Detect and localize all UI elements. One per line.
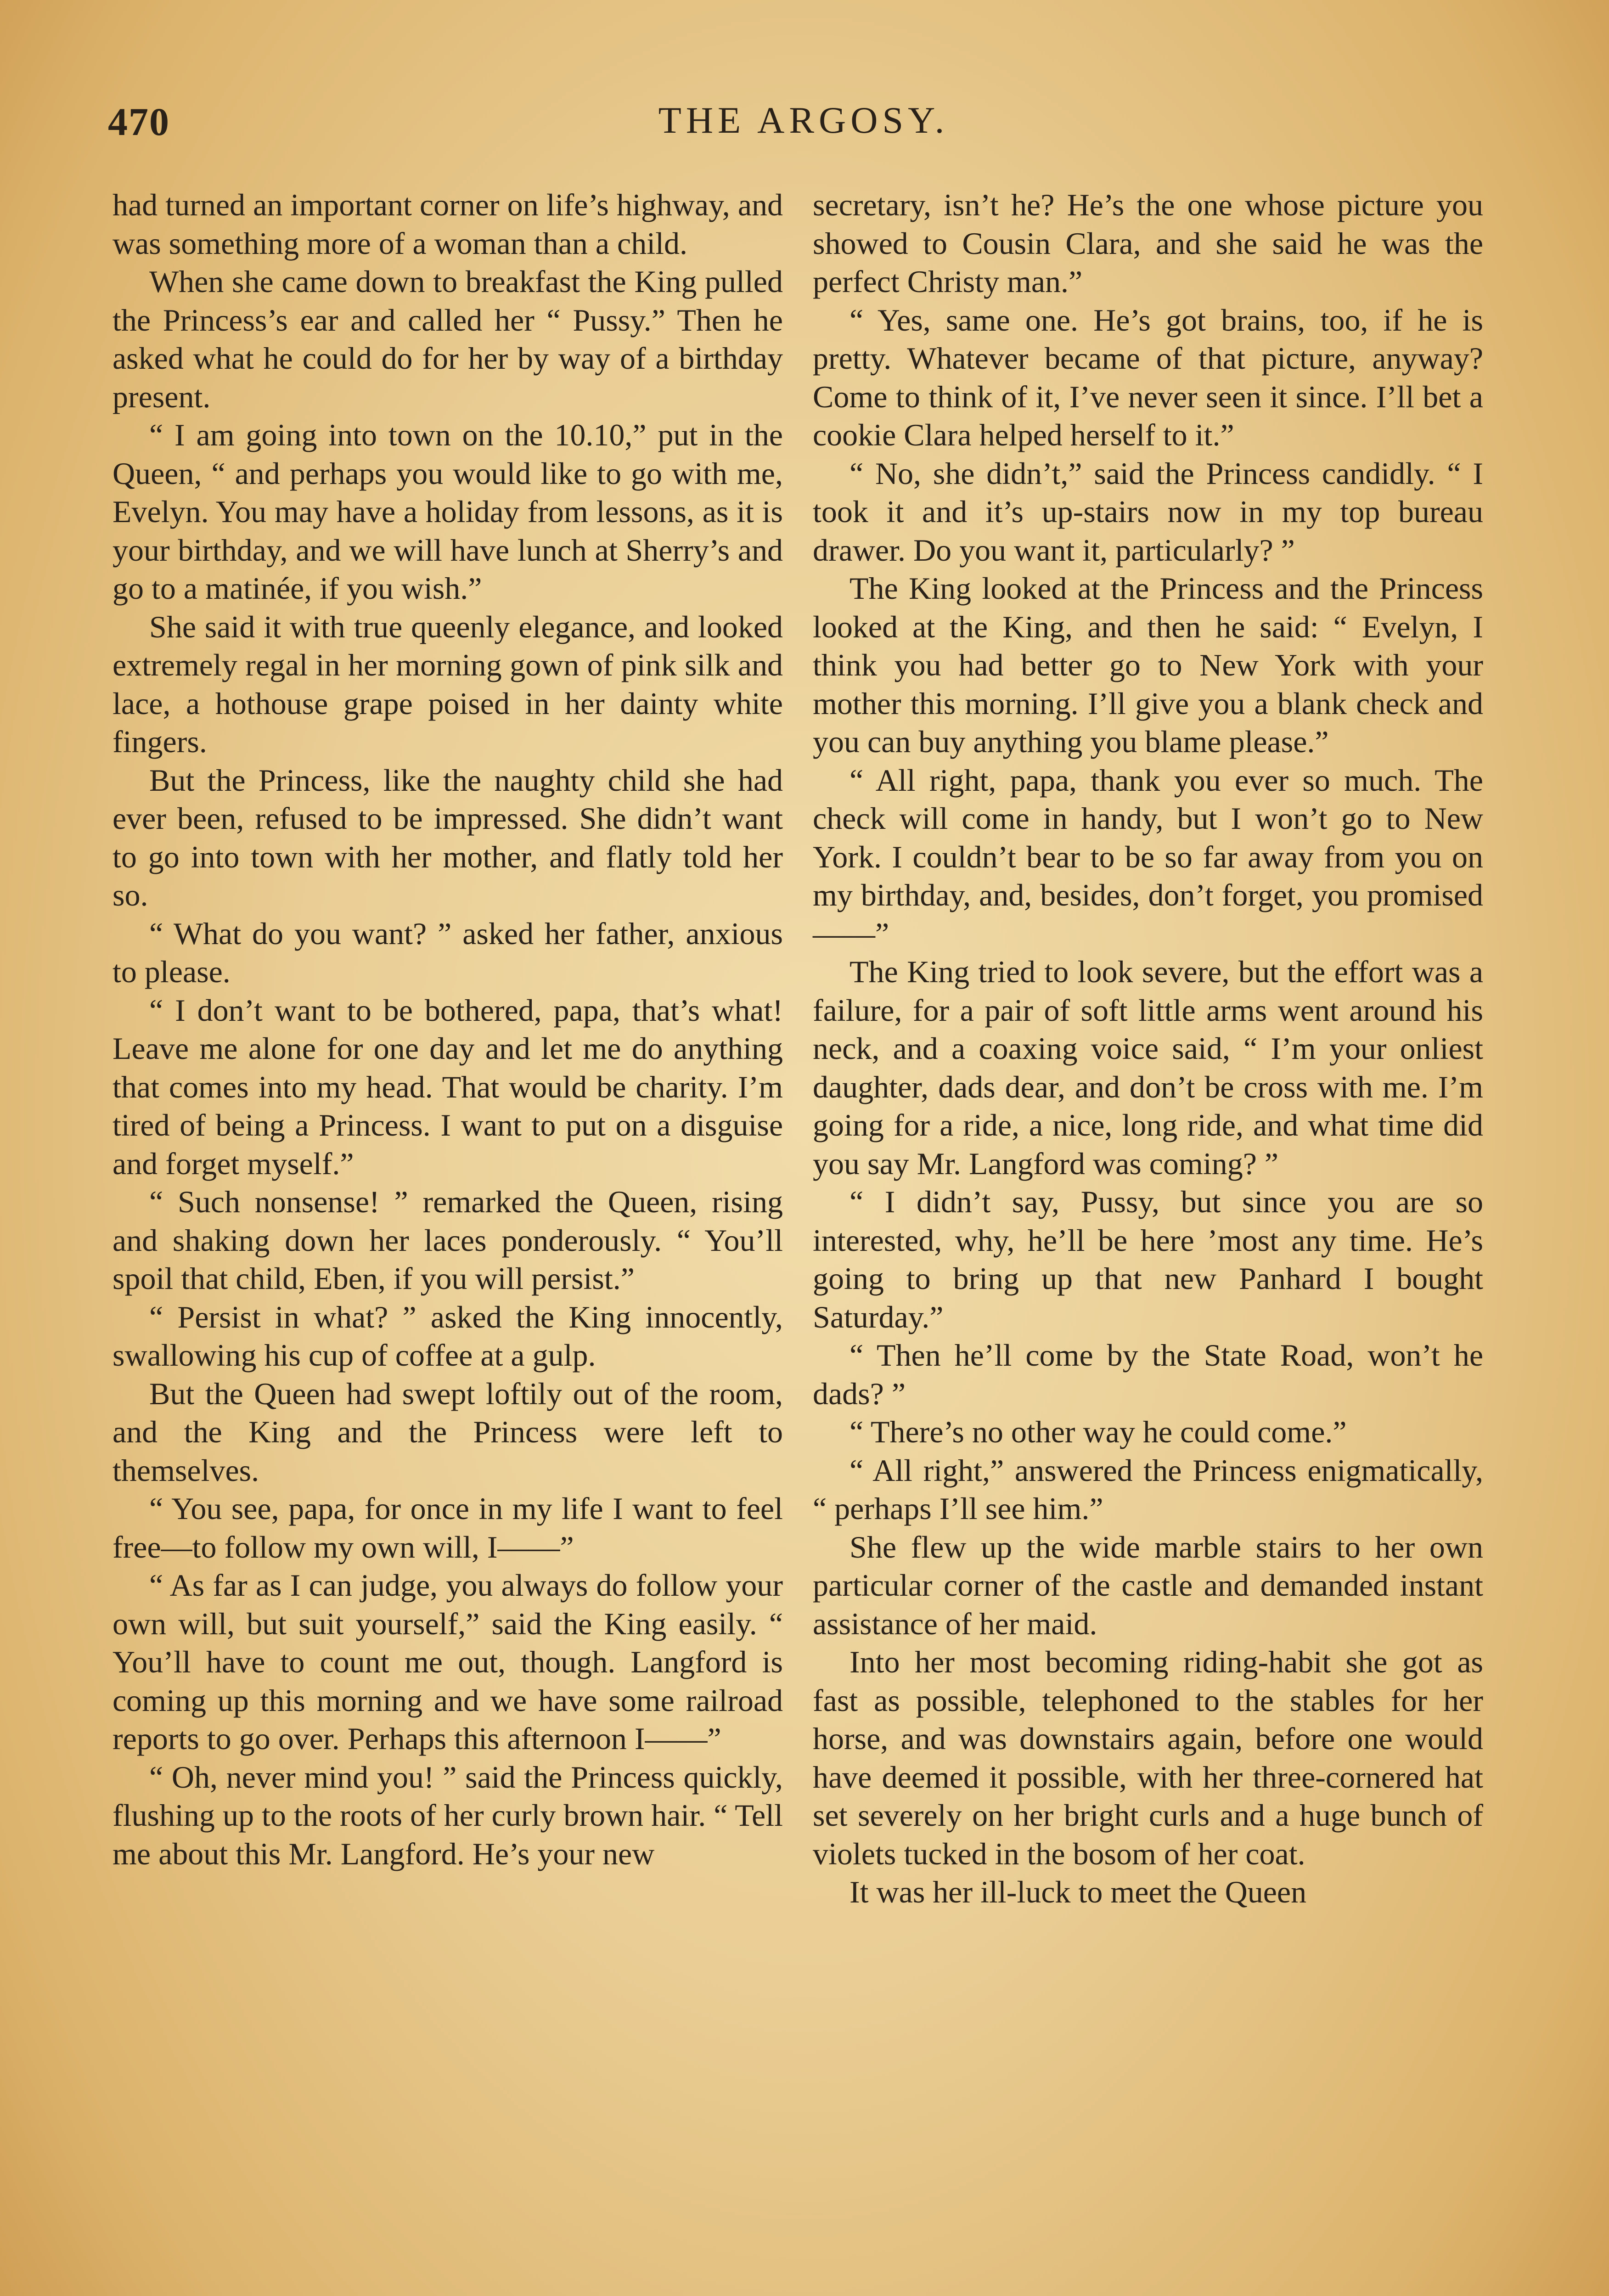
paragraph: “ All right, papa, thank you ever so much. The check will come in handy, but I won’t go to New York. I couldn’t bear to be so far away from you on my birthday, and, besides, don’t forget, you promised——” <box>813 762 1483 951</box>
paragraph: She flew up the wide marble stairs to her own particular corner of the castle and demanded instant assistance of her maid. <box>813 1529 1483 1641</box>
paragraph: The King tried to look severe, but the effort was a failure, for a pair of soft little arms went around his neck, and a coaxing voice said, “ I’m your onliest daughter, dads dear, and don’t be cross with me. I’m going for a ride, a nice, long ride, and what time did you say Mr. Langford was coming? ” <box>813 954 1483 1181</box>
paragraph: “ Persist in what? ” asked the King innocently, swallowing his cup of coffee at a gulp. <box>113 1299 783 1373</box>
paragraph: Into her most becoming riding-habit she got as fast as possible, telephoned to the stables for her horse, and was downstairs again, before one would have deemed it possible, with her three-cornered hat set severely on her bright curls and a huge bunch of violets tucked in the bosom of her coat. <box>813 1644 1483 1871</box>
paragraph: secretary, isn’t he? He’s the one whose picture you showed to Cousin Clara, and she said he was the perfect Christy man.” <box>813 187 1483 299</box>
left-text-column <box>113 186 783 1873</box>
page-header <box>108 99 1499 149</box>
paragraph: The King looked at the Princess and the Princess looked at the King, and then he said: “ Evelyn, I think you had better go to New York with your mother this morning. I’ll give you a blank check and you can buy anything you blame please.” <box>813 571 1483 759</box>
paragraph: “ All right,” answered the Princess enigmatically, “ perhaps I’ll see him.” <box>813 1452 1483 1526</box>
paragraph: “ I don’t want to be bothered, papa, that’s what! Leave me alone for one day and let me do anything that comes into my head. That would be charity. I’m tired of being a Princess. I want to put on a disguise and forget myself.” <box>113 992 783 1181</box>
running-head: THE ARGOSY. <box>658 99 949 141</box>
paragraph: “ You see, papa, for once in my life I want to feel free—to follow my own will, I——” <box>113 1491 783 1564</box>
paragraph: “ No, she didn’t,” said the Princess candidly. “ I took it and it’s up-stairs now in my top bureau drawer. Do you want it, particularly? ” <box>813 456 1483 568</box>
paragraph: “ There’s no other way he could come.” <box>850 1414 1347 1449</box>
paragraph: “ Then he’ll come by the State Road, won’t he dads? ” <box>813 1338 1483 1411</box>
paragraph: She said it with true queenly elegance, and looked extremely regal in her morning gown of pink silk and lace, a hothouse grape poised in her dainty white fingers. <box>113 609 783 759</box>
paragraph: But the Princess, like the naughty child she had ever been, refused to be impressed. She didn’t want to go into town with her mother, and flatly told her so. <box>113 762 783 912</box>
paragraph: It was her ill-luck to meet the Queen <box>850 1874 1307 1909</box>
paragraph: But the Queen had swept loftily out of the room, and the King and the Princess were left to themselves. <box>113 1376 783 1488</box>
page-number: 470 <box>108 100 170 144</box>
paragraph: “ Such nonsense! ” remarked the Queen, rising and shaking down her laces ponderously. “ You’ll spoil that child, Eben, if you will persist.” <box>113 1184 783 1296</box>
paragraph: “ Oh, never mind you! ” said the Princess quickly, flushing up to the roots of her curly brown hair. “ Tell me about this Mr. Langford. He’s your new <box>113 1759 783 1871</box>
paragraph: “ I am going into town on the 10.10,” put in the Queen, “ and perhaps you would like to go with me, Evelyn. You may have a holiday from lessons, as it is your birthday, and we will have lunch at Sherry’s and go to a matinée, if you wish.” <box>113 417 783 606</box>
paragraph: “ What do you want? ” asked her father, anxious to please. <box>113 916 783 989</box>
paragraph: “ I didn’t say, Pussy, but since you are so interested, why, he’ll be here ’most any time. He’s going to bring up that new Panhard I bought Saturday.” <box>813 1184 1483 1334</box>
paragraph: “ Yes, same one. He’s got brains, too, if he is pretty. Whatever became of that picture, anyway? Come to think of it, I’ve never seen it since. I’ll bet a cookie Clara helped herself to it.” <box>813 302 1483 452</box>
paragraph: When she came down to breakfast the King pulled the Princess’s ear and called her “ Pussy.” Then he asked what he could do for her by way of a birthday present. <box>113 264 783 414</box>
right-text-column <box>813 186 1483 1912</box>
paragraph: “ As far as I can judge, you always do follow your own will, but suit yourself,” said the King easily. “ You’ll have to count me out, though. Langford is coming up this morning and we have some railroad reports to go over. Perhaps this afternoon I——” <box>113 1568 783 1756</box>
paragraph: had turned an important corner on life’s highway, and was something more of a woman than a child. <box>113 187 783 261</box>
